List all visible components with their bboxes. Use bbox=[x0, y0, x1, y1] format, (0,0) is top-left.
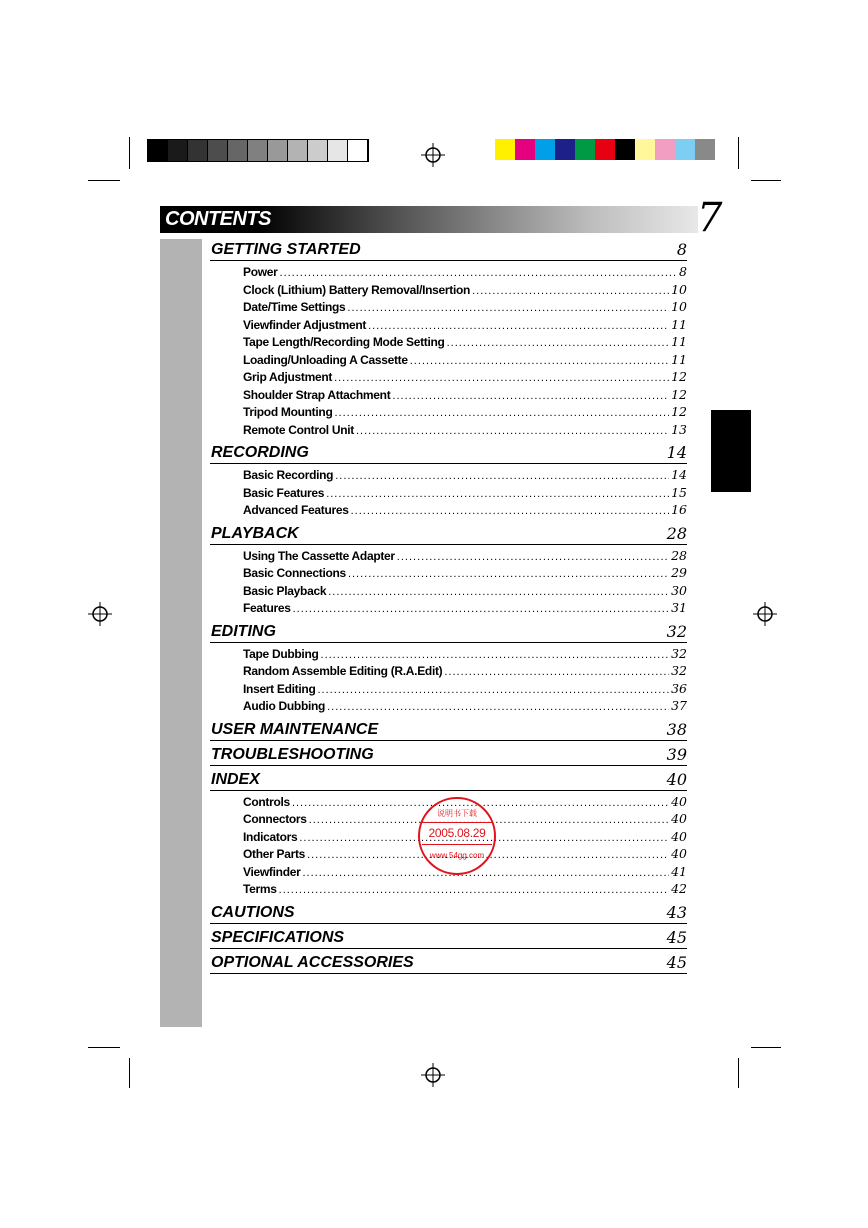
color-swatch bbox=[635, 139, 655, 160]
stamp-url: www.54gg.com bbox=[429, 851, 485, 860]
dot-leader bbox=[447, 337, 670, 349]
entry-page: 42 bbox=[671, 881, 687, 896]
section-page: 38 bbox=[666, 719, 687, 739]
toc-subsection-list bbox=[210, 643, 687, 718]
toc-section-heading[interactable] bbox=[210, 522, 687, 545]
crop-mark bbox=[751, 180, 781, 181]
toc-entry[interactable] bbox=[243, 467, 687, 485]
dot-leader bbox=[326, 488, 669, 500]
dot-leader bbox=[351, 505, 669, 517]
entry-title: Power bbox=[243, 265, 278, 279]
color-swatch bbox=[675, 139, 695, 160]
entry-page: 8 bbox=[679, 264, 687, 279]
entry-title: Viewfinder bbox=[243, 864, 301, 879]
section-title: GETTING STARTED bbox=[211, 241, 361, 258]
dot-leader bbox=[334, 407, 669, 419]
color-calibration-bar bbox=[495, 139, 715, 160]
dot-leader bbox=[348, 568, 669, 580]
entry-title: Viewfinder Adjustment bbox=[243, 317, 367, 332]
entry-title: Grip Adjustment bbox=[243, 370, 333, 384]
entry-page: 14 bbox=[671, 467, 687, 482]
entry-title: Basic Connections bbox=[243, 566, 346, 580]
entry-title: Controls bbox=[243, 794, 290, 809]
color-swatch bbox=[555, 139, 575, 160]
color-swatch bbox=[288, 140, 308, 161]
section-title: RECORDING bbox=[211, 444, 309, 461]
entry-page: 11 bbox=[671, 316, 687, 332]
section-page: 40 bbox=[666, 769, 687, 789]
entry-page: 41 bbox=[671, 863, 687, 879]
entry-title: Advanced Features bbox=[243, 503, 349, 517]
color-swatch bbox=[308, 140, 328, 161]
toc-entry[interactable] bbox=[243, 387, 687, 405]
toc-entry[interactable] bbox=[243, 282, 687, 300]
color-swatch bbox=[268, 140, 288, 161]
entry-title: Using The Cassette Adapter bbox=[243, 548, 395, 563]
entry-page: 40 bbox=[671, 793, 687, 809]
section-title: OPTIONAL ACCESSORIES bbox=[211, 953, 414, 971]
toc-subsection-list bbox=[210, 464, 687, 522]
entry-page: 32 bbox=[671, 645, 687, 661]
crop-mark bbox=[738, 1058, 739, 1088]
section-title: EDITING bbox=[211, 622, 276, 640]
page-number: 7 bbox=[697, 195, 723, 241]
toc-entry[interactable] bbox=[243, 663, 687, 681]
dot-leader bbox=[327, 701, 669, 713]
color-swatch bbox=[615, 139, 635, 160]
toc-section-heading[interactable] bbox=[210, 718, 687, 741]
dot-leader bbox=[397, 551, 669, 563]
dot-leader bbox=[321, 649, 670, 661]
dot-leader bbox=[368, 320, 669, 332]
toc-entry[interactable] bbox=[243, 352, 687, 370]
toc-section-heading[interactable] bbox=[210, 901, 687, 924]
entry-title: Connectors bbox=[243, 812, 307, 826]
entry-page: 16 bbox=[671, 502, 687, 517]
side-gray-strip bbox=[160, 239, 202, 1027]
color-swatch bbox=[348, 140, 368, 161]
dot-leader bbox=[410, 355, 669, 367]
section-page: 43 bbox=[666, 902, 687, 922]
entry-page: 12 bbox=[671, 369, 687, 384]
registration-target-icon bbox=[753, 602, 777, 626]
entry-title: Clock (Lithium) Battery Removal/Insertion bbox=[243, 282, 471, 297]
dot-leader bbox=[472, 285, 669, 297]
toc-section-heading[interactable] bbox=[210, 743, 687, 766]
section-page: 39 bbox=[666, 744, 687, 764]
entry-page: 28 bbox=[671, 547, 687, 563]
entry-title: Remote Control Unit bbox=[243, 422, 354, 437]
toc-entry[interactable] bbox=[243, 698, 687, 716]
toc-entry[interactable] bbox=[243, 264, 687, 282]
registration-target-icon bbox=[421, 1063, 445, 1087]
crop-mark bbox=[88, 180, 120, 181]
section-page: 8 bbox=[676, 240, 687, 259]
entry-page: 40 bbox=[671, 811, 687, 826]
toc-subsection-list bbox=[210, 545, 687, 620]
section-page: 45 bbox=[666, 927, 687, 947]
color-swatch bbox=[695, 139, 715, 160]
dot-leader bbox=[280, 267, 678, 279]
color-swatch bbox=[575, 139, 595, 160]
entry-title: Basic Recording bbox=[243, 468, 334, 482]
color-swatch bbox=[208, 140, 228, 161]
toc-entry[interactable] bbox=[243, 422, 687, 440]
entry-page: 31 bbox=[671, 600, 687, 615]
stamp-date: 2005.08.29 bbox=[428, 826, 486, 840]
entry-title: Terms bbox=[243, 882, 277, 896]
registration-target-icon bbox=[88, 602, 112, 626]
entry-title: Random Assemble Editing (R.A.Edit) bbox=[243, 664, 443, 678]
dot-leader bbox=[317, 684, 669, 696]
entry-title: Tripod Mounting bbox=[243, 405, 333, 419]
toc-section-heading[interactable] bbox=[210, 768, 687, 791]
entry-title: Audio Dubbing bbox=[243, 699, 326, 713]
dot-leader bbox=[279, 884, 669, 896]
entry-title: Shoulder Strap Attachment bbox=[243, 387, 391, 402]
section-title: CAUTIONS bbox=[211, 903, 295, 921]
crop-mark bbox=[738, 137, 739, 169]
color-swatch bbox=[168, 140, 188, 161]
entry-page: 36 bbox=[671, 680, 687, 696]
dot-leader bbox=[444, 666, 669, 678]
entry-page: 15 bbox=[671, 484, 687, 500]
entry-title: Basic Features bbox=[243, 485, 325, 500]
entry-title: Indicators bbox=[243, 829, 298, 844]
section-page: 32 bbox=[666, 621, 687, 641]
section-page: 45 bbox=[666, 952, 687, 972]
entry-page: 12 bbox=[671, 404, 687, 419]
toc-section-heading[interactable] bbox=[210, 238, 687, 261]
section-title: TROUBLESHOOTING bbox=[211, 745, 374, 763]
entry-title: Features bbox=[243, 601, 291, 615]
entry-page: 32 bbox=[671, 663, 687, 678]
toc-entry[interactable] bbox=[243, 548, 687, 566]
entry-page: 40 bbox=[671, 828, 687, 844]
watermark-stamp bbox=[418, 797, 496, 875]
entry-page: 40 bbox=[671, 846, 687, 861]
entry-page: 11 bbox=[671, 334, 687, 349]
color-swatch bbox=[655, 139, 675, 160]
entry-page: 29 bbox=[671, 565, 687, 580]
dot-leader bbox=[392, 390, 669, 402]
toc-section-heading[interactable] bbox=[210, 441, 687, 464]
crop-mark bbox=[88, 1047, 120, 1048]
crop-mark bbox=[129, 137, 130, 169]
dot-leader bbox=[334, 372, 669, 384]
dot-leader bbox=[356, 425, 669, 437]
color-swatch bbox=[595, 139, 615, 160]
entry-title: Insert Editing bbox=[243, 681, 316, 696]
page-title: CONTENTS bbox=[165, 208, 271, 230]
color-swatch bbox=[228, 140, 248, 161]
toc-subsection-list bbox=[210, 261, 687, 441]
toc-entry[interactable] bbox=[243, 583, 687, 601]
toc-entry[interactable] bbox=[243, 404, 687, 422]
entry-page: 12 bbox=[671, 386, 687, 402]
dot-leader bbox=[347, 302, 669, 314]
color-swatch bbox=[188, 140, 208, 161]
language-tab bbox=[711, 410, 751, 492]
section-page: 28 bbox=[666, 523, 687, 543]
color-swatch bbox=[535, 139, 555, 160]
entry-page: 37 bbox=[671, 698, 687, 713]
section-page: 14 bbox=[666, 443, 687, 462]
color-swatch bbox=[495, 139, 515, 160]
entry-page: 30 bbox=[671, 582, 687, 598]
crop-mark bbox=[129, 1058, 130, 1088]
entry-title: Basic Playback bbox=[243, 583, 327, 598]
entry-page: 10 bbox=[671, 299, 687, 314]
toc-entry[interactable] bbox=[243, 646, 687, 664]
color-swatch bbox=[328, 140, 348, 161]
toc-entry[interactable] bbox=[243, 334, 687, 352]
entry-page: 13 bbox=[671, 421, 687, 437]
entry-page: 10 bbox=[671, 281, 687, 297]
section-title: USER MAINTENANCE bbox=[211, 720, 379, 738]
section-title: SPECIFICATIONS bbox=[211, 928, 345, 946]
dot-leader bbox=[293, 603, 669, 615]
toc-section-heading[interactable] bbox=[210, 620, 687, 643]
stamp-top-text: 说明书下载 bbox=[437, 809, 477, 818]
toc-entry[interactable] bbox=[243, 369, 687, 387]
toc-entry[interactable] bbox=[243, 565, 687, 583]
registration-target-icon bbox=[421, 143, 445, 167]
entry-title: Tape Dubbing bbox=[243, 646, 319, 661]
toc-entry[interactable] bbox=[243, 600, 687, 618]
entry-page: 11 bbox=[671, 351, 687, 367]
color-swatch bbox=[515, 139, 535, 160]
toc-entry[interactable] bbox=[243, 681, 687, 699]
toc-entry[interactable] bbox=[243, 485, 687, 503]
section-title: PLAYBACK bbox=[211, 524, 299, 542]
color-swatch bbox=[248, 140, 268, 161]
entry-title: Loading/Unloading A Cassette bbox=[243, 352, 408, 367]
section-title: INDEX bbox=[211, 770, 260, 788]
entry-title: Date/Time Settings bbox=[243, 300, 346, 314]
toc-entry[interactable] bbox=[243, 881, 687, 899]
dot-leader bbox=[335, 470, 669, 482]
toc-entry[interactable] bbox=[243, 317, 687, 335]
entry-title: Other Parts bbox=[243, 847, 306, 861]
dot-leader bbox=[328, 586, 669, 598]
crop-mark bbox=[751, 1047, 781, 1048]
toc-section-heading[interactable] bbox=[210, 926, 687, 949]
color-swatch bbox=[148, 140, 168, 161]
grayscale-calibration-bar bbox=[147, 139, 369, 162]
toc-section-heading[interactable] bbox=[210, 951, 687, 974]
toc-entry[interactable] bbox=[243, 299, 687, 317]
dot-leader bbox=[302, 867, 669, 879]
entry-title: Tape Length/Recording Mode Setting bbox=[243, 335, 445, 349]
toc-entry[interactable] bbox=[243, 502, 687, 520]
